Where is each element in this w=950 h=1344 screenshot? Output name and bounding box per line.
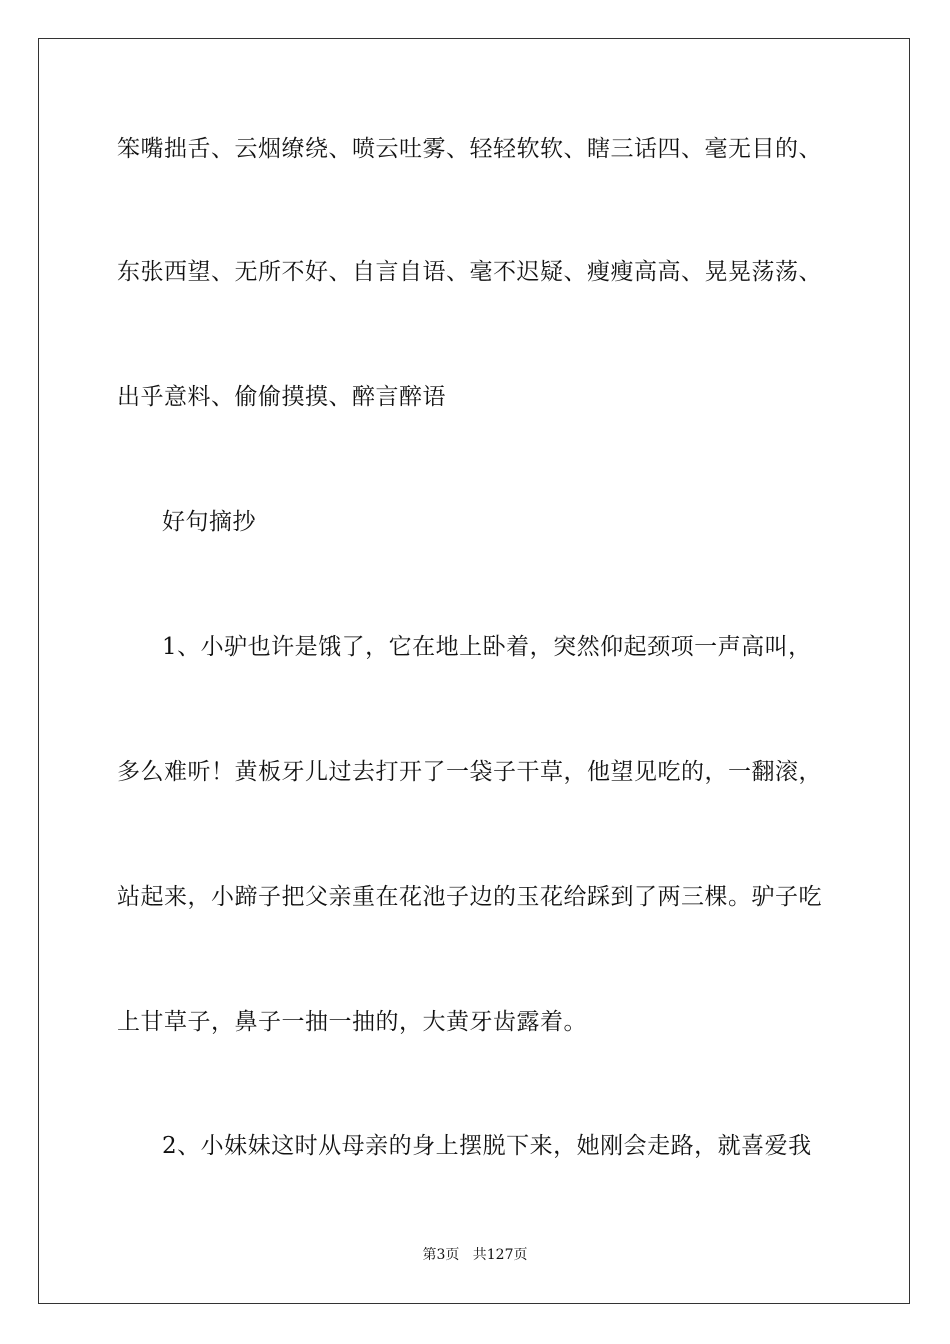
paragraph-1-line-3: 站起来，小蹄子把父亲重在花池子边的玉花给踩到了两三棵。驴子吃 xyxy=(117,884,822,910)
paragraph-2-line-1: 2、小妹妹这时从母亲的身上摆脱下来，她刚会走路，就喜爱我 xyxy=(162,1133,812,1159)
text-line-idioms-2: 东张西望、无所不好、自言自语、毫不迟疑、瘦瘦高高、晃晃荡荡、 xyxy=(117,259,822,285)
section-heading: 好句摘抄 xyxy=(162,509,256,535)
page-footer: 第3页 共127页 xyxy=(422,1247,528,1263)
paragraph-1-line-2: 多么难听！黄板牙儿过去打开了一袋子干草，他望见吃的，一翻滚， xyxy=(117,759,822,785)
page-border xyxy=(38,38,910,1304)
text-line-idioms-1: 笨嘴拙舌、云烟缭绕、喷云吐雾、轻轻软软、瞎三话四、毫无目的、 xyxy=(117,136,822,162)
paragraph-1-line-4: 上甘草子，鼻子一抽一抽的，大黄牙齿露着。 xyxy=(117,1009,587,1035)
paragraph-1-line-1: 1、小驴也许是饿了，它在地上卧着，突然仰起颈项一声高叫， xyxy=(162,634,812,660)
text-line-idioms-3: 出乎意料、偷偷摸摸、醉言醉语 xyxy=(117,384,446,410)
